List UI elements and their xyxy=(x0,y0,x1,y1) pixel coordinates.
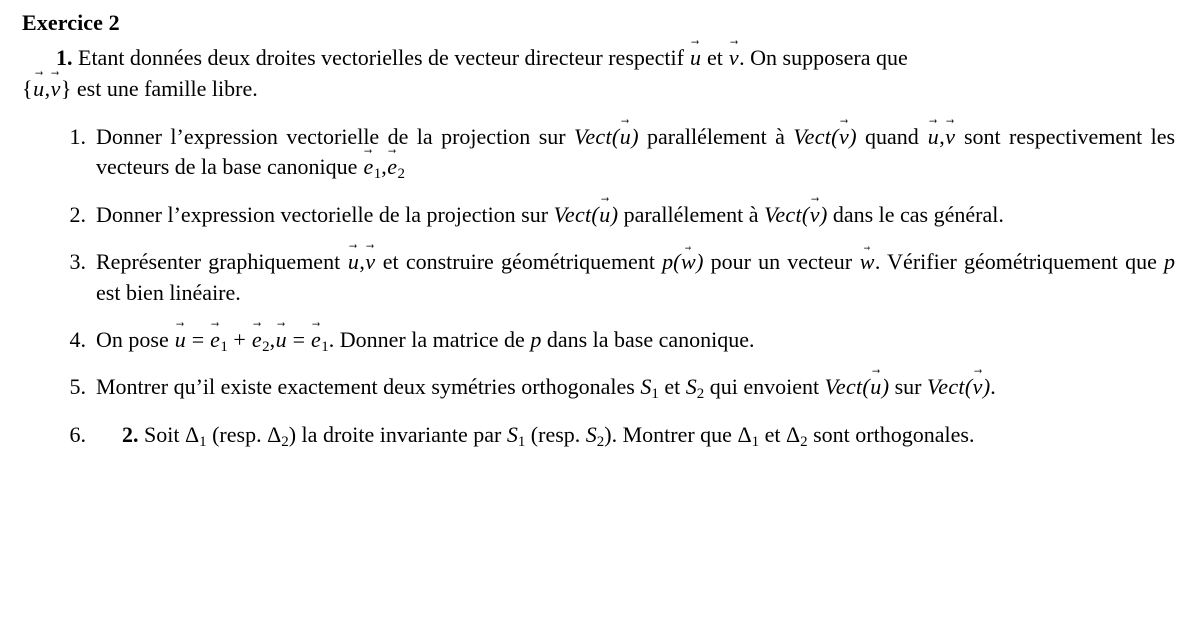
question-item-4 xyxy=(69,325,1175,356)
question-text-5: est bien linéaire. xyxy=(96,279,241,305)
vector-u-2: u → xyxy=(275,325,287,355)
S1-subscript: 1 xyxy=(517,433,526,450)
delta1-subscript: 1 xyxy=(199,433,207,450)
question-item-2: 2. Donner l’expression vectorielle de la projection sur Vect(u →) parallélement à Vect(v →) dans le cas général. xyxy=(96,200,1175,230)
delta2-subscript: 2 xyxy=(281,433,289,450)
vector-v: v → xyxy=(839,122,850,152)
question-marker: 1. xyxy=(69,124,86,150)
e1-subscript: 1 xyxy=(373,166,382,183)
exercise-intro xyxy=(22,43,1183,104)
set-close: } xyxy=(60,75,72,101)
question-marker: 2. xyxy=(69,201,86,227)
question-marker: 5. xyxy=(69,374,86,400)
question-text-3: quand xyxy=(865,124,919,150)
vector-v: v → xyxy=(972,372,983,402)
vector-v: v → xyxy=(945,122,956,152)
question-item-1: 1. Donner l’expression vectorielle de la projection sur Vect(u →) parallélement à Vect(v →) quand u →,v → sont respectivement les vecteurs de la base canonique $e \to_1,e \to_2$ xyxy=(96,122,1175,183)
question-item-3: 3. Représenter graphiquement u →,v → et construire géométriquement p(w →) pour un vecteur w →. Vérifier géométriquement que p est bien linéaire. xyxy=(96,247,1175,308)
vector-u: u → xyxy=(599,200,611,230)
vector-v: v → xyxy=(728,43,739,73)
intro-family-text: est une famille libre. xyxy=(76,75,258,101)
question-text-2: et construire géométriquement xyxy=(382,249,655,275)
intro-text-before: Etant données deux droites vectorielles de vecteur directeur respectif xyxy=(78,45,684,71)
comma: , xyxy=(269,326,276,352)
intro-number: 1. xyxy=(56,45,73,71)
e1-subscript: 1 xyxy=(220,339,228,356)
question-text: On pose xyxy=(96,326,169,352)
question-text-6: et xyxy=(764,421,781,447)
question-text-3: dans le cas général. xyxy=(832,201,1004,227)
vector-u-set: u → xyxy=(33,74,45,104)
exercise-title: Exercice 2 xyxy=(22,10,120,35)
symmetry-S2: S xyxy=(685,374,697,400)
S2-subscript: 2 xyxy=(596,433,605,450)
S1-subscript: 1 xyxy=(651,386,659,403)
map-p: p xyxy=(530,326,542,352)
delta-1: Δ xyxy=(184,421,200,447)
question-text-5: . xyxy=(990,374,996,400)
vect-label: Vect xyxy=(574,124,612,150)
vect-label: Vect xyxy=(764,201,802,227)
vect-label: Vect xyxy=(824,374,863,400)
vect-label: Vect xyxy=(553,201,592,227)
question-text-5: ). Montrer que xyxy=(604,421,732,447)
question-text-4: (resp. xyxy=(530,421,581,447)
plus-sign: + xyxy=(233,326,246,352)
question-marker: 3. xyxy=(69,249,86,275)
vector-u: u → xyxy=(870,372,882,402)
vector-u: u → xyxy=(689,43,701,73)
equals-sign: = xyxy=(191,326,205,352)
question-text-4: sont respectivement les vecteurs de la base canonique xyxy=(96,124,1176,180)
vector-u: u → xyxy=(619,122,631,152)
question-text: Donner l’expression vectorielle de la projection sur xyxy=(96,201,549,227)
vector-e1-2: e → xyxy=(310,325,321,355)
equals-sign-2: = xyxy=(292,326,305,352)
e2-subscript: 2 xyxy=(397,166,405,183)
vector-e2: e → xyxy=(251,325,262,355)
question-text-2: . Donner la matrice de xyxy=(328,326,525,352)
question-text: Montrer qu’il existe exactement deux symétries orthogonales xyxy=(96,374,635,400)
question-text-2: parallélement à xyxy=(623,201,759,227)
set-open: { xyxy=(22,75,33,101)
question-item-5: 5. Montrer qu’il existe exactement deux symétries orthogonales $S_1$ et $S_2$ qui envoient Vect(u →) sur Vect(v →). xyxy=(96,372,1175,402)
vector-w: w → xyxy=(680,247,696,277)
question-text: Représenter graphiquement xyxy=(96,249,341,275)
delta2-subscript-b: 2 xyxy=(800,433,808,450)
question-text-3: pour un vecteur xyxy=(710,249,853,275)
question-text-4: . Vérifier géométriquement que xyxy=(874,249,1157,275)
question-text-3: qui envoient xyxy=(709,374,820,400)
delta-1b: Δ xyxy=(737,421,752,447)
set-sep: , xyxy=(44,75,51,101)
symmetry-S1: S xyxy=(506,421,518,447)
vect-label: Vect xyxy=(793,124,832,150)
question-text-2: et xyxy=(664,374,681,400)
question-text-3: ) la droite invariante par xyxy=(288,421,502,447)
question-marker: 6. xyxy=(69,421,86,447)
intro-text-after: . On supposera que xyxy=(739,45,908,71)
vector-u: u → xyxy=(347,247,359,277)
delta-2b: Δ xyxy=(785,421,801,447)
vect-label: Vect xyxy=(926,374,965,400)
e2-subscript: 2 xyxy=(262,339,270,356)
vector-e1: e → xyxy=(210,325,221,355)
map-p: p xyxy=(1164,249,1176,275)
question-text-3: dans la base canonique. xyxy=(546,326,755,352)
questions-list xyxy=(0,122,1201,450)
vector-v-set: v → xyxy=(50,74,61,104)
symmetry-S1: S xyxy=(640,374,652,400)
e1-subscript-2: 1 xyxy=(321,339,329,356)
inner-number: 2. xyxy=(122,421,139,447)
vector-v: v → xyxy=(809,200,820,230)
vector-v: v → xyxy=(365,247,376,277)
delta1-subscript-b: 1 xyxy=(751,433,760,450)
question-text: Soit xyxy=(144,421,180,447)
question-text-7: sont orthogonales. xyxy=(813,421,975,447)
vector-e1: e → xyxy=(363,152,374,182)
question-text-2: parallélement à xyxy=(646,124,785,150)
vector-u: u → xyxy=(927,122,939,152)
S2-subscript: 2 xyxy=(696,386,705,403)
question-text-4: sur xyxy=(894,374,922,400)
question-item-6 xyxy=(69,420,1175,450)
map-p: p xyxy=(662,249,674,275)
question-text-2: (resp. xyxy=(212,421,262,447)
question-text: Donner l’expression vectorielle de la projection sur xyxy=(96,124,566,150)
document-page xyxy=(0,10,1201,629)
vector-e2: e → xyxy=(387,152,398,182)
intro-and: et xyxy=(706,45,723,71)
vector-w: w → xyxy=(859,247,875,277)
delta-2: Δ xyxy=(267,421,282,447)
vector-u: u → xyxy=(174,325,186,355)
question-marker: 4. xyxy=(69,326,86,352)
symmetry-S2: S xyxy=(585,421,597,447)
